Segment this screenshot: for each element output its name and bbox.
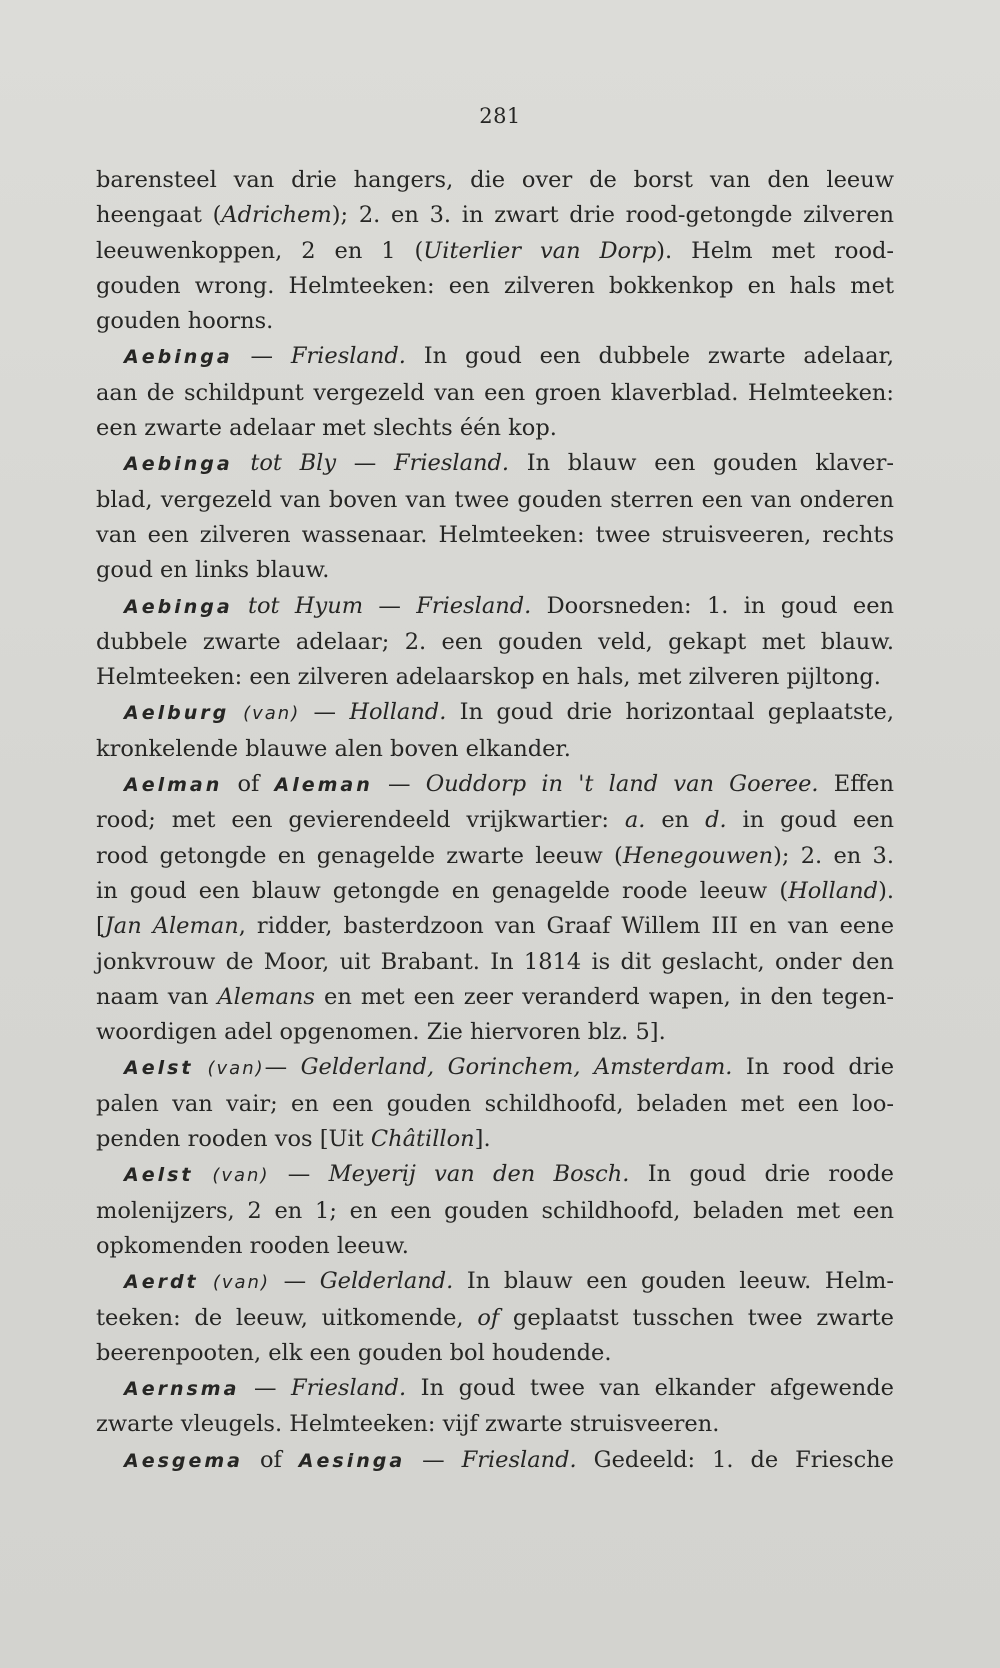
text-line: teeken: de leeuw, uitkomende, of geplaatst tusschen twee zwarte <box>96 1304 894 1331</box>
entry-headword: Aerdt <box>124 1271 199 1294</box>
entry-aernsma <box>96 1371 894 1443</box>
entry-headword-part: (van) <box>198 1272 270 1294</box>
entry-place: Meyerij van den Bosch. <box>328 1161 630 1188</box>
entry-place: Friesland. <box>393 450 510 477</box>
entry-headword-part: tot Bly <box>232 450 337 477</box>
text-line: een zwarte adelaar met slechts één kop. <box>96 415 557 442</box>
text-line: opkomenden rooden leeuw. <box>96 1232 409 1259</box>
text-line: kronkelende blauwe alen boven elkander. <box>96 735 571 762</box>
text-line: beerenpooten, elk een gouden bol houdende. <box>96 1339 612 1366</box>
entry-aebinga-tot-bly <box>96 446 894 588</box>
entry-headword-part: (van) <box>193 1165 270 1187</box>
text-line: palen van vair; en een gouden schildhoofd, beladen met een loo- <box>96 1090 894 1117</box>
italic-term: Uiterlier van Dorp <box>423 237 657 264</box>
italic-term: Holland <box>788 877 879 904</box>
entry-place: Friesland. <box>416 592 532 619</box>
text-line: jonkvrouw de Moor, uit Brabant. In 1814 is dit geslacht, onder den <box>96 948 894 975</box>
entry-aelman <box>96 767 894 1050</box>
entry-continuation <box>96 163 894 339</box>
text-line: Aerdt (van) — Gelderland. In blauw een gouden leeuw. Helm- <box>124 1268 894 1295</box>
entry-headword: Aebinga <box>124 453 233 476</box>
italic-term: Châtillon <box>370 1126 475 1153</box>
entry-aebinga <box>96 339 894 446</box>
text-line: goud en links blauw. <box>96 557 330 584</box>
text-line: barensteel van drie hangers, die over de borst van den leeuw <box>96 167 894 193</box>
entry-headword: Aelst <box>124 1057 194 1080</box>
entry-headword: Aelburg <box>124 702 230 725</box>
entry-headword-part: (van) <box>193 1058 265 1080</box>
text-line: Helmteeken: een zilveren adelaarskop en hals, met zilveren pijltong. <box>96 664 881 691</box>
entry-headword: Aebinga <box>124 595 233 618</box>
page-body <box>96 163 894 1479</box>
text-line: dubbele zwarte adelaar; 2. een gouden veld, gekapt met blauw. <box>96 628 894 655</box>
italic-term: Alemans <box>217 983 315 1010</box>
text-line: molenijzers, 2 en 1; en een gouden schildhoofd, beladen met een <box>96 1197 894 1224</box>
entry-aerdt <box>96 1264 894 1371</box>
text-line: naam van Alemans en met een zeer veranderd wapen, in den tegen- <box>96 983 894 1010</box>
text-line: van een zilveren wassenaar. Helmteeken: twee struisveeren, rechts <box>96 521 894 548</box>
entry-place: Ouddorp in 't land van Goeree. <box>425 771 819 798</box>
text-line: aan de schildpunt vergezeld van een groen klaverblad. Helmteeken: <box>96 379 894 406</box>
entry-headword: Aesgema <box>124 1449 244 1472</box>
text-line: Aelman of Aleman — Ouddorp in 't land van Goeree. Effen <box>124 771 894 798</box>
entry-headword: Aelman <box>124 774 223 797</box>
text-line: leeuwenkoppen, 2 en 1 (Uiterlier van Dorp). Helm met rood- <box>96 237 894 264</box>
entry-headword: Aernsma <box>124 1378 240 1401</box>
entry-headword: Aelst <box>124 1164 194 1187</box>
entry-place: Gelderland. <box>319 1268 454 1295</box>
entry-aelst-gelderland <box>96 1050 894 1157</box>
text-line: Aernsma — Friesland. In goud twee van elkander afgewende <box>124 1375 894 1402</box>
text-line: in goud een blauw getongde en genagelde roode leeuw (Holland). <box>96 877 894 904</box>
text-line: woordigen adel opgenomen. Zie hiervoren blz. 5]. <box>96 1019 666 1046</box>
text-line: Aesgema of Aesinga — Friesland. Gedeeld: 1. de Friesche <box>124 1446 894 1473</box>
text-line: gouden hoorns. <box>96 308 274 335</box>
entry-place: Friesland. <box>461 1446 577 1473</box>
text-line: rood getongde en genagelde zwarte leeuw (Henegouwen); 2. en 3. <box>96 842 894 869</box>
italic-term: Jan Aleman <box>104 913 239 940</box>
text-line: Aebinga — Friesland. In goud een dubbele zwarte adelaar, <box>124 343 894 370</box>
entry-headword: Aebinga <box>124 346 233 369</box>
text-line: blad, vergezeld van boven van twee gouden sterren een van onderen <box>96 486 894 513</box>
text-line: heengaat (Adrichem); 2. en 3. in zwart drie rood-getongde zilveren <box>96 202 894 229</box>
italic-term: Adrichem <box>221 202 332 229</box>
text-line: penden rooden vos [Uit Châtillon]. <box>96 1126 491 1153</box>
text-line: zwarte vleugels. Helmteeken: vijf zwarte struisveeren. <box>96 1411 720 1438</box>
text-line: [Jan Aleman, ridder, basterdzoon van Graaf Willem III en van eene <box>96 913 895 940</box>
entry-headword-part: (van) <box>229 703 301 725</box>
text-line: Aelst (van) — Meyerij van den Bosch. In goud drie roode <box>124 1161 895 1188</box>
page-number: 281 <box>479 104 521 128</box>
entry-headword: Aesinga <box>298 1449 406 1472</box>
entry-place: Friesland. <box>290 343 406 370</box>
entry-aebinga-tot-hyum <box>96 589 894 696</box>
italic-term: Henegouwen <box>622 842 774 869</box>
text-line: gouden wrong. Helmteeken: een zilveren bokkenkop en hals met <box>96 272 894 299</box>
text-line: Aelst (van)— Gelderland, Gorinchem, Amsterdam. In rood drie <box>124 1054 895 1081</box>
entry-place: Gelderland, Gorinchem, Amsterdam. <box>300 1054 733 1081</box>
entry-headword: Aleman <box>274 774 373 797</box>
italic-term: of <box>477 1304 500 1331</box>
entry-place: Friesland. <box>291 1375 407 1402</box>
entry-aelst-meyerij <box>96 1157 894 1264</box>
entry-aesgema <box>96 1443 894 1479</box>
text-line: Aebinga tot Bly — Friesland. In blauw een gouden klaver- <box>124 450 894 477</box>
entry-headword-part: tot Hyum <box>232 592 364 619</box>
text-line: Aelburg (van) — Holland. In goud drie horizontaal geplaatste, <box>124 699 894 726</box>
text-line: Aebinga tot Hyum — Friesland. Doorsneden: 1. in goud een <box>124 592 894 619</box>
entry-place: Holland. <box>349 699 447 726</box>
entry-aelburg <box>96 695 894 767</box>
text-line: rood; met een gevierendeeld vrijkwartier: a. en d. in goud een <box>96 807 894 834</box>
